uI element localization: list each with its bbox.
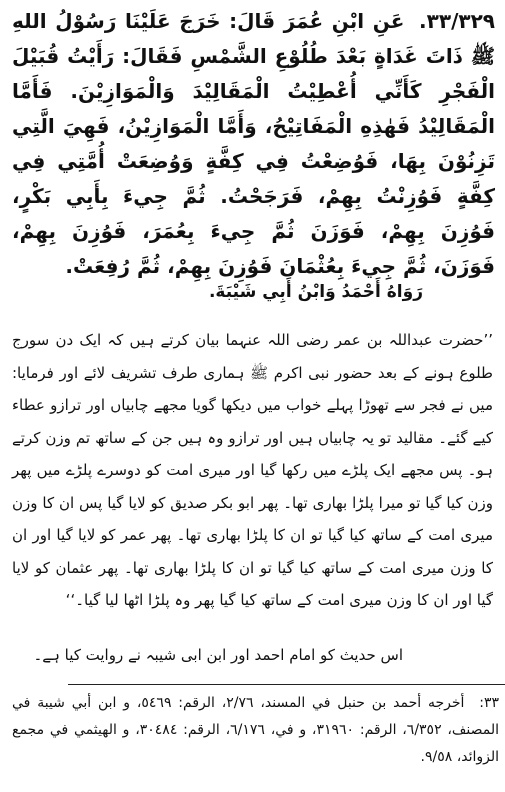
footnote-divider (68, 684, 505, 685)
footnote (12, 690, 499, 771)
hadith-arabic-text: عَنِ ابْنِ عُمَرَ قَالَ: خَرَجَ عَلَيْنَا رَسُوْلُ اللهِ ﷺ ذَاتَ غَدَاةٍ بَعْدَ طُلُوْعِ الشَّمْسِ فَقَالَ: رَأَيْتُ قُبَيْلَ الْفَجْرِ كَأَنِّي أُعْطِيْتُ الْمَقَالِيْدَ وَالْمَوَازِيْنَ. فَأَمَّا الْمَقَالِيْدُ فَهٰذِهِ الْمَفَاتِيْحُ، وَأَمَّا الْمَوَازِيْنُ، فَهِيَ الَّتِي تَزِنُوْنَ بِهَا، فَوُضِعْتُ فِي كِفَّةٍ وَوُضِعَتْ أُمَّتِي فِي كِفَّةٍ فَوُزِنْتُ بِهِمْ، فَرَجَحْتُ. ثُمَّ جِيءَ بِأَبِي بَكْرٍ، فَوُزِنَ بِهِمْ، فَوَزَنَ ثُمَّ جِيءَ بِعُمَرَ، فَوُزِنَ بِهِمْ، فَوَزَنَ، ثُمَّ جِيءَ بِعُثْمَانَ فَوُزِنَ بِهِمْ، ثُمَّ رُفِعَتْ. (12, 9, 495, 278)
hadith-narration-arabic: رَوَاهُ أَحْمَدُ وَابْنُ أَبِي شَيْبَةَ. (208, 282, 423, 302)
urdu-translation: ’’حضرت عبداللہ بن عمر رضی اللہ عنہما بیان کرتے ہیں کہ ایک دن سورج طلوع ہونے کے بعد حضور نبی اکرم ﷺ ہماری طرف تشریف لائے اور فرمایا: میں نے فجر سے تھوڑا پہلے خواب میں دیکھا گویا مجھے چابیاں اور ترازو عطاء کیے گئے۔ مقالید تو یہ چابیاں ہیں اور ترازو وہ ہیں جن کے ساتھ تم وزن کرتے ہو۔ پس مجھے ایک پلڑے میں رکھا گیا اور میری امت کو دوسرے پلڑے میں پھر وزن کیا گیا تو میرا پلڑا بھاری تھا۔ پھر ابو بکر صدیق کو لایا گیا پس ان کا وزن میری امت کے ساتھ کیا گیا تو ان کا پلڑا بھاری تھا۔ پھر عمر کو لایا گیا اور ان کا وزن میری امت کے ساتھ کیا گیا تو ان کا پلڑا بھاری تھا۔ پھر عثمان کو لایا گیا اور ان کا وزن میری امت کے ساتھ کیا گیا پھر وہ پلڑا اٹھا لیا گیا۔‘‘ (12, 331, 493, 609)
hadith-number: ٣٣/٣٢٩. (419, 9, 495, 33)
footnote-text: أخرجه أحمد بن حنبل في المسند، ٢/٧٦، الرقم: ٥٤٦٩، و ابن أبي شيبة في المصنف، ٦/٣٥٢، الرقم: ٣١٩٦٠، و في، ٦/١٧٦، الرقم: ٣٠٤٨٤، و الهيثمي في مجمع الزوائد، ٩/٥٨. (12, 695, 500, 765)
hadith-arabic-text-block (12, 4, 495, 284)
urdu-narration-note: اس حدیث کو امام احمد اور ابن ابی شیبہ نے روایت کیا ہے۔ (33, 646, 403, 664)
footnote-number: ٣٣: (479, 695, 500, 711)
